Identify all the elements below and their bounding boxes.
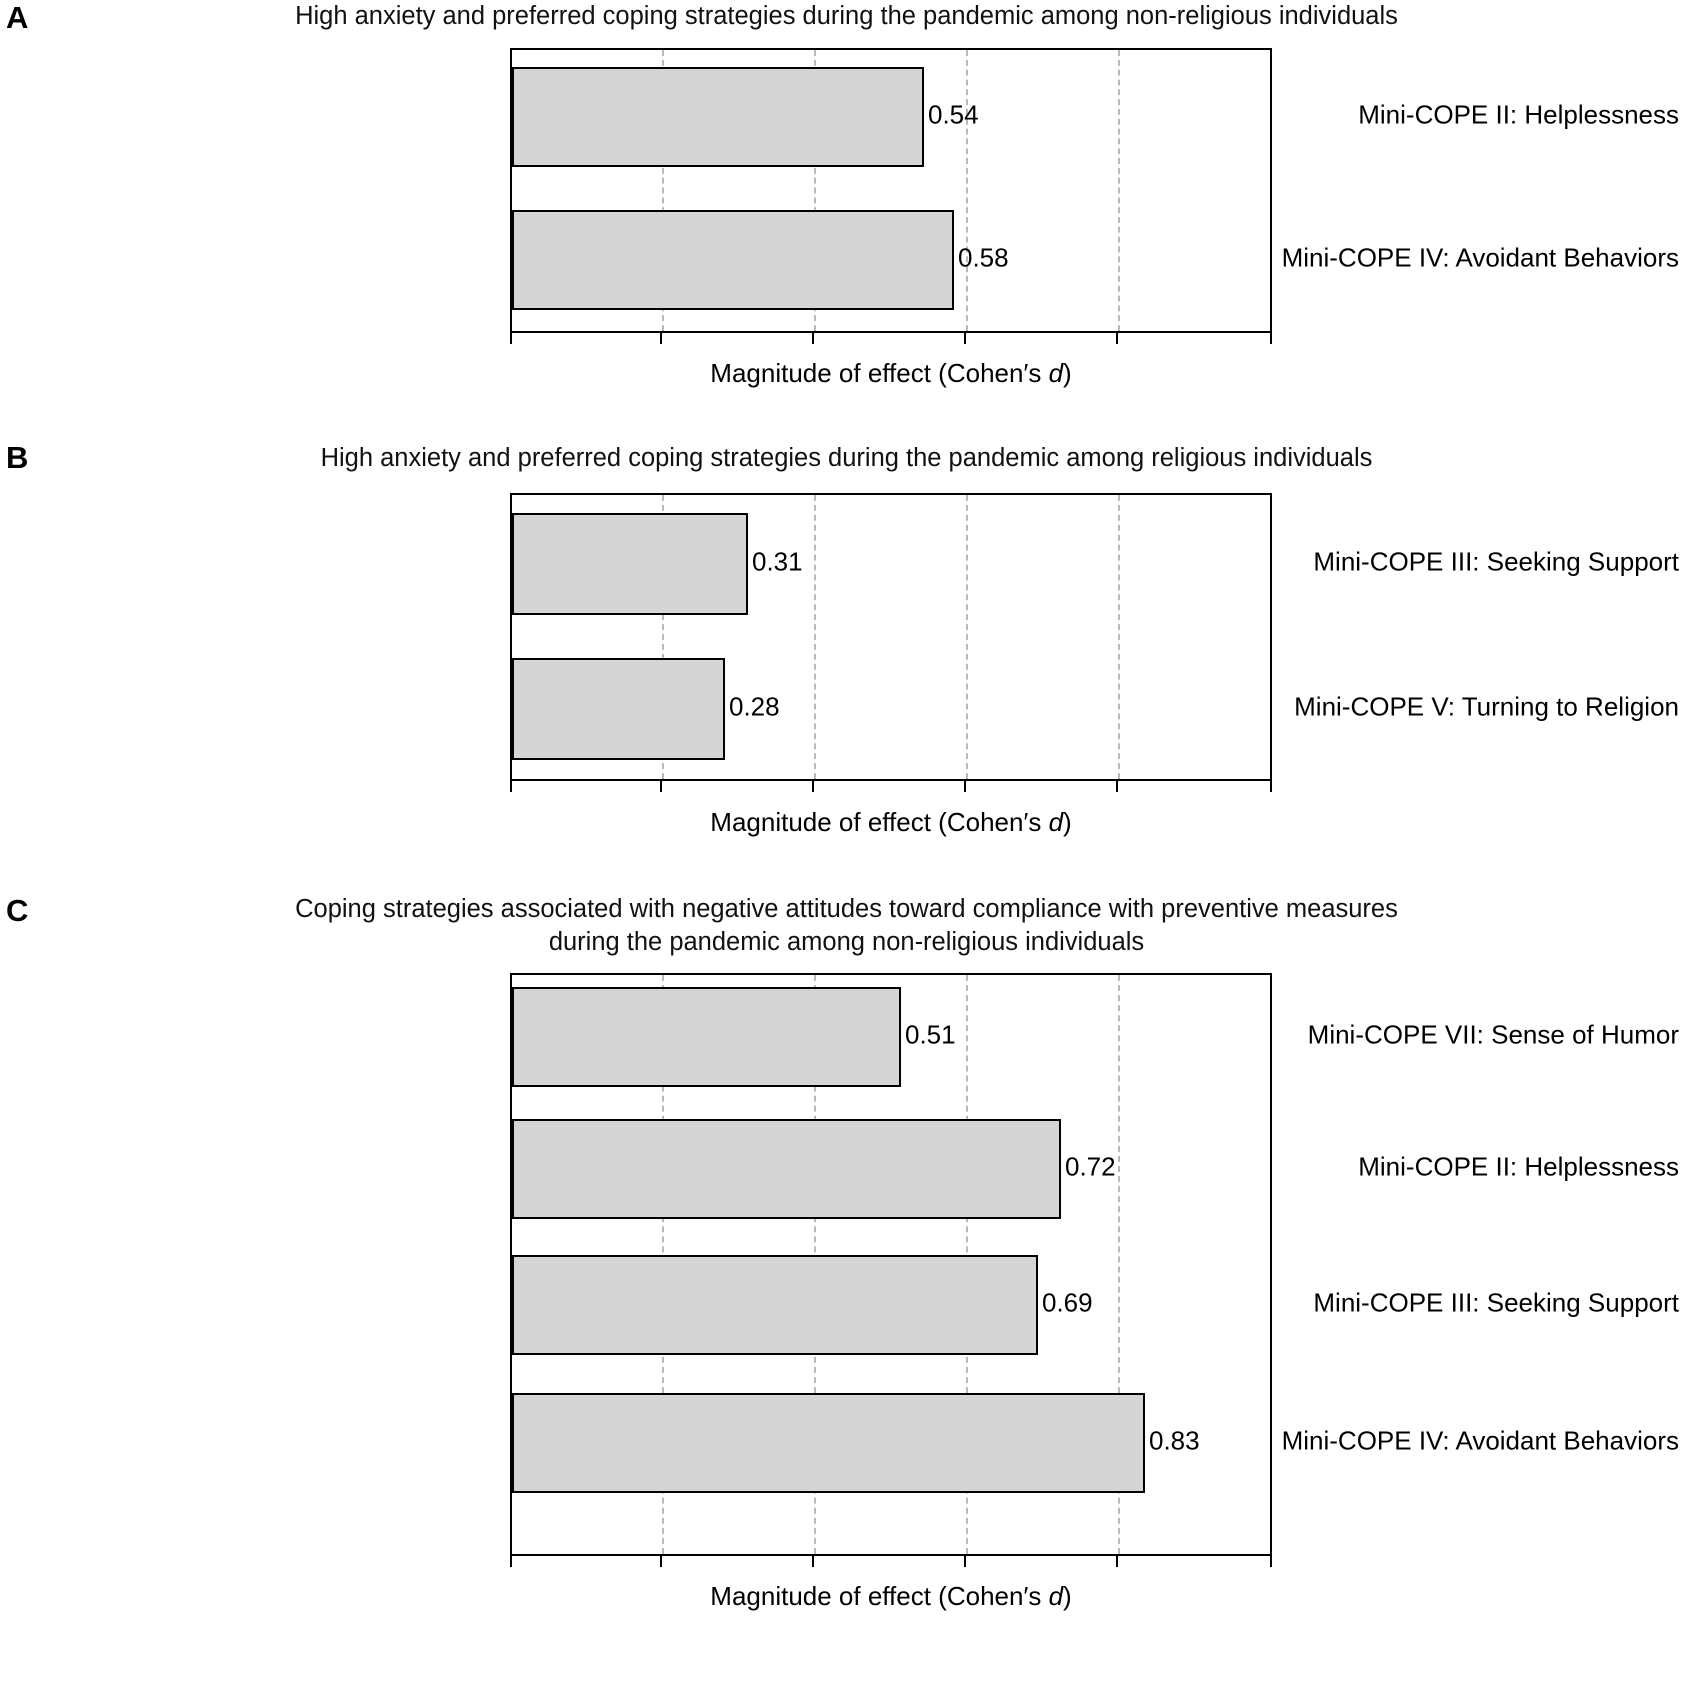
panel-a-plot-box bbox=[510, 48, 1272, 333]
bar-value-label: 0.83 bbox=[1149, 1425, 1200, 1456]
bar-row bbox=[512, 513, 748, 615]
x-tick bbox=[964, 333, 966, 344]
bar-value-label: 0.54 bbox=[928, 99, 979, 130]
x-axis-title bbox=[510, 358, 1272, 389]
category-label: Mini-COPE II: Helplessness bbox=[1358, 1151, 1679, 1182]
panel-b-title: High anxiety and preferred coping strategies during the pandemic among religious individuals bbox=[320, 444, 1373, 472]
panel-c-plot-box bbox=[510, 973, 1272, 1556]
bar-row bbox=[512, 658, 725, 760]
x-tick bbox=[660, 1556, 662, 1567]
bar-value-label: 0.51 bbox=[905, 1019, 956, 1050]
bar-value-label: 0.28 bbox=[729, 691, 780, 722]
x-tick bbox=[1270, 1556, 1272, 1567]
x-axis-title-text: Magnitude of effect (Cohen′s bbox=[710, 358, 1049, 388]
x-tick bbox=[1116, 781, 1118, 792]
panel-a-title: High anxiety and preferred coping strategies during the pandemic among non-religious individuals bbox=[295, 2, 1398, 30]
bar-row bbox=[512, 67, 924, 167]
x-tick bbox=[1116, 1556, 1118, 1567]
gridline-0.6 bbox=[966, 50, 968, 331]
panel-c-title bbox=[0, 893, 1693, 959]
panel-c-chart bbox=[0, 973, 1693, 1673]
x-tick bbox=[812, 781, 814, 792]
panel-b-plot-box bbox=[510, 493, 1272, 781]
x-tick bbox=[1270, 333, 1272, 344]
bar-row bbox=[512, 210, 954, 310]
panel-a-chart bbox=[0, 48, 1693, 388]
bar-row bbox=[512, 1393, 1145, 1493]
category-label: Mini-COPE V: Turning to Religion bbox=[1294, 691, 1679, 722]
category-label: Mini-COPE III: Seeking Support bbox=[1313, 1287, 1679, 1318]
panel-c-title-line1: Coping strategies associated with negative attitudes toward compliance with preventive measures bbox=[295, 895, 1398, 923]
x-tick bbox=[812, 333, 814, 344]
x-axis-title-close: ) bbox=[1063, 358, 1072, 388]
x-axis-title-close: ) bbox=[1063, 807, 1072, 837]
x-axis-title bbox=[510, 1581, 1272, 1612]
panel-c-letter: C bbox=[6, 893, 29, 928]
category-label: Mini-COPE VII: Sense of Humor bbox=[1307, 1019, 1679, 1050]
gridline-0.8 bbox=[1118, 50, 1120, 331]
gridline-0.6 bbox=[966, 495, 968, 779]
x-tick bbox=[812, 1556, 814, 1567]
x-tick bbox=[660, 781, 662, 792]
x-axis-title-text: Magnitude of effect (Cohen′s bbox=[710, 807, 1049, 837]
bar-value-label: 0.58 bbox=[958, 242, 1009, 273]
x-tick bbox=[1270, 781, 1272, 792]
x-tick bbox=[964, 781, 966, 792]
x-tick bbox=[964, 1556, 966, 1567]
category-label: Mini-COPE IV: Avoidant Behaviors bbox=[1281, 1425, 1679, 1456]
bar-row bbox=[512, 1119, 1061, 1219]
panel-a bbox=[0, 0, 1693, 400]
x-axis-title-close: ) bbox=[1063, 1581, 1072, 1611]
panel-b bbox=[0, 400, 1693, 845]
category-label: Mini-COPE III: Seeking Support bbox=[1313, 546, 1679, 577]
category-label: Mini-COPE II: Helplessness bbox=[1358, 99, 1679, 130]
x-tick bbox=[1116, 333, 1118, 344]
x-tick bbox=[510, 1556, 512, 1567]
x-axis-title bbox=[510, 807, 1272, 838]
x-tick bbox=[510, 781, 512, 792]
panel-b-letter: B bbox=[6, 440, 29, 475]
gridline-0.8 bbox=[1118, 495, 1120, 779]
x-tick bbox=[660, 333, 662, 344]
x-axis-title-italic: d bbox=[1048, 1581, 1064, 1611]
panel-c bbox=[0, 845, 1693, 1675]
bar-value-label: 0.72 bbox=[1065, 1151, 1116, 1182]
bar-value-label: 0.69 bbox=[1042, 1287, 1093, 1318]
category-label: Mini-COPE IV: Avoidant Behaviors bbox=[1281, 242, 1679, 273]
gridline-0.4 bbox=[814, 495, 816, 779]
panel-b-chart bbox=[0, 493, 1693, 837]
bar-row bbox=[512, 1255, 1038, 1355]
bar-row bbox=[512, 987, 901, 1087]
panel-a-letter: A bbox=[6, 0, 29, 35]
x-axis-title-text: Magnitude of effect (Cohen′s bbox=[710, 1581, 1049, 1611]
x-axis-title-italic: d bbox=[1048, 807, 1064, 837]
x-tick bbox=[510, 333, 512, 344]
bar-value-label: 0.31 bbox=[752, 546, 803, 577]
x-axis-title-italic: d bbox=[1048, 358, 1064, 388]
panel-c-title-line2: during the pandemic among non-religious individuals bbox=[548, 928, 1145, 956]
